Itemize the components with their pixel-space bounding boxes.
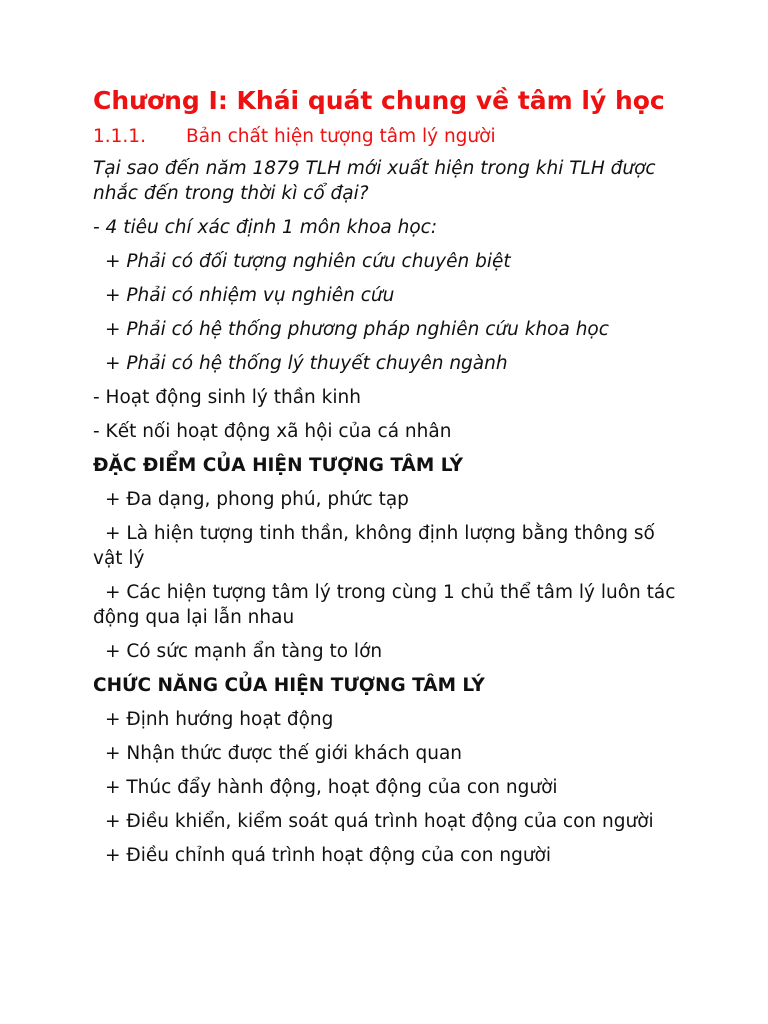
characteristic-item: + Là hiện tượng tinh thần, không định lượng bằng thông số vật lý [93,523,655,569]
characteristic-item: + Có sức mạnh ẩn tàng to lớn [105,641,383,662]
functions-heading: CHỨC NĂNG CỦA HIỆN TƯỢNG TÂM LÝ [93,675,485,696]
characteristic-item: + Đa dạng, phong phú, phức tạp [105,489,409,510]
criteria-item: + Phải có hệ thống phương pháp nghiên cứu khoa học [105,319,609,340]
function-item: + Điều khiển, kiểm soát quá trình hoạt động của con người [105,811,654,832]
function-item: + Định hướng hoạt động [105,709,334,730]
section-number: 1.1.1. [93,126,146,147]
criteria-item: + Phải có nhiệm vụ nghiên cứu [105,285,395,306]
criteria-item: + Phải có hệ thống lý thuyết chuyên ngành [105,353,508,374]
function-item: + Thúc đẩy hành động, hoạt động của con người [105,777,558,798]
function-item: + Điều chỉnh quá trình hoạt động của con người [105,845,552,866]
basis-item: - Hoạt động sinh lý thần kinh [93,387,361,408]
characteristic-item: + Các hiện tượng tâm lý trong cùng 1 chủ thể tâm lý luôn tác động qua lại lẫn nhau [93,582,676,628]
basis-item: - Kết nối hoạt động xã hội của cá nhân [93,421,452,442]
section-subheading-text: Bản chất hiện tượng tâm lý người [186,126,496,147]
characteristics-heading: ĐẶC ĐIỂM CỦA HIỆN TƯỢNG TÂM LÝ [93,455,463,476]
section-subheading [93,124,688,150]
chapter-title: Chương I: Khái quát chung về tâm lý học [93,86,665,115]
question-paragraph: Tại sao đến năm 1879 TLH mới xuất hiện trong khi TLH được nhắc đến trong thời kì cổ đại? [93,158,656,204]
function-item: + Nhận thức được thế giới khách quan [105,743,463,764]
criteria-item: + Phải có đối tượng nghiên cứu chuyên biệt [105,251,511,272]
criteria-intro: - 4 tiêu chí xác định 1 môn khoa học: [93,217,438,238]
